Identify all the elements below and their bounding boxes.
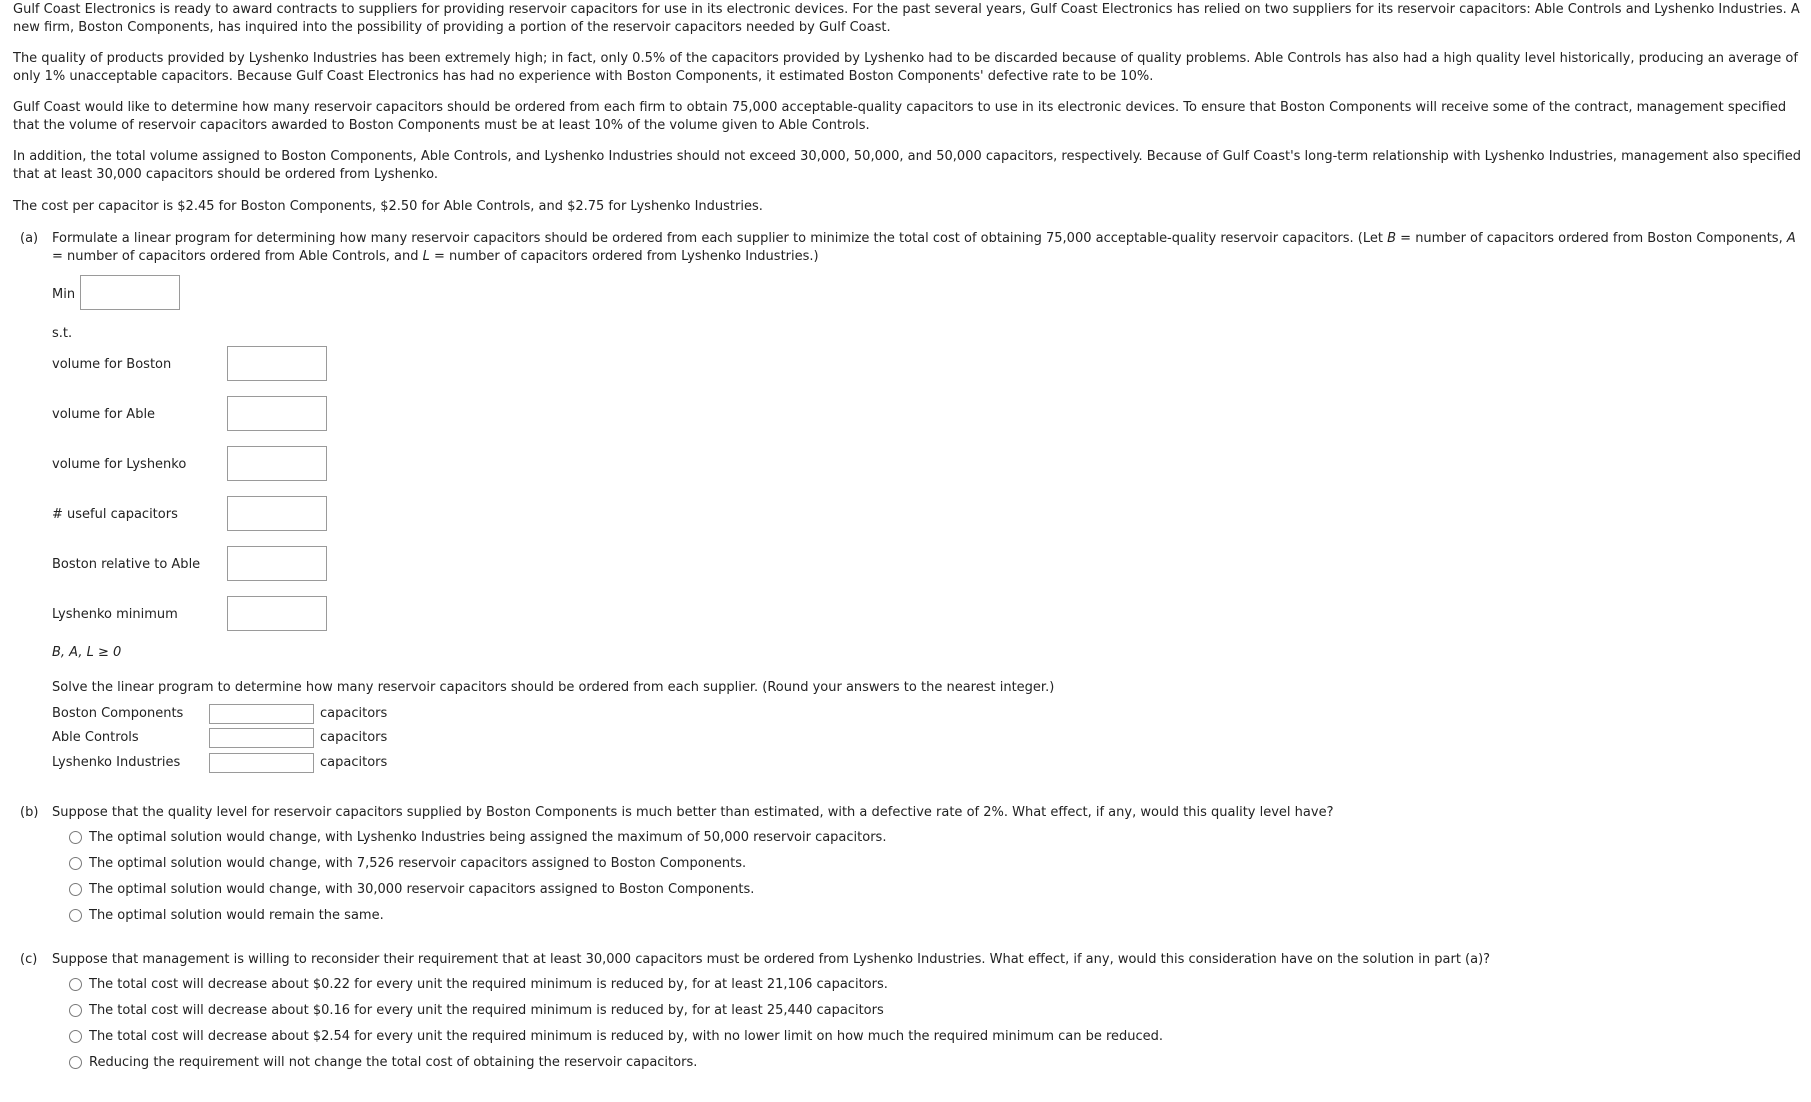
part-a-text-1: Formulate a linear program for determining how many reservoir capacitors should be ordered from each supplier to minimize the total cost of obtaining 75,000 acceptable-quality reservoir capacitors. (Let: [52, 231, 1388, 246]
part-c-label: (c): [20, 952, 38, 967]
constraint-input-able-volume[interactable]: [227, 396, 327, 431]
part-b-option-4-radio[interactable]: [69, 909, 82, 922]
solve-instruction: Solve the linear program to determine how many reservoir capacitors should be ordered from each supplier. (Round your answers to the nearest integer.): [52, 680, 1055, 695]
problem-paragraph-2: The quality of products provided by Lyshenko Industries has been extremely high; in fact, only 0.5% of the capacitors provided by Lyshenko had to be discarded because of quality problems. Able Controls has also had a high quality level historically, producing an average of only 1% unacceptable capacitors. Because Gulf Coast Electronics has had no experience with Boston Components, it estimated Boston Components' defective rate to be 10%.: [13, 51, 1798, 84]
constraint-label-useful-capacitors: # useful capacitors: [52, 507, 178, 522]
constraint-input-useful-capacitors[interactable]: [227, 496, 327, 531]
nonnegativity-constraint: B, A, L ≥ 0: [52, 645, 122, 660]
min-label: Min: [52, 287, 76, 302]
solution-input-boston[interactable]: [209, 704, 314, 724]
solution-input-lyshenko[interactable]: [209, 753, 314, 773]
constraint-label-lyshenko-volume: volume for Lyshenko: [52, 457, 187, 472]
part-c-option-2-label[interactable]: The total cost will decrease about $0.16 for every unit the required minimum is reduced by, for at least 25,440 capacitors: [89, 1003, 884, 1018]
st-label: s.t.: [52, 326, 73, 341]
part-c-option-3-label[interactable]: The total cost will decrease about $2.54 for every unit the required minimum is reduced by, with no lower limit on how much the required minimum can be reduced.: [89, 1029, 1164, 1044]
part-b-option-4-label[interactable]: The optimal solution would remain the same.: [89, 908, 384, 923]
solution-unit-able: capacitors: [320, 730, 388, 745]
solution-unit-boston: capacitors: [320, 706, 388, 721]
solution-input-able[interactable]: [209, 728, 314, 748]
part-c-option-3-radio[interactable]: [69, 1030, 82, 1043]
var-l: L: [422, 249, 430, 264]
part-a-question: [52, 230, 1802, 266]
constraint-label-lyshenko-minimum: Lyshenko minimum: [52, 607, 178, 622]
problem-paragraph-5: The cost per capacitor is $2.45 for Boston Components, $2.50 for Able Controls, and $2.75 for Lyshenko Industries.: [13, 199, 763, 214]
constraint-input-lyshenko-minimum[interactable]: [227, 596, 327, 631]
constraint-input-boston-volume[interactable]: [227, 346, 327, 381]
part-b-option-2-radio[interactable]: [69, 857, 82, 870]
part-c-option-4-radio[interactable]: [69, 1056, 82, 1069]
problem-paragraph-1: Gulf Coast Electronics is ready to award contracts to suppliers for providing reservoir capacitors for use in its electronic devices. For the past several years, Gulf Coast Electronics has relied on two suppliers for its reservoir capacitors: Able Controls and Lyshenko Industries. A new firm, Boston Components, has inquired into the possibility of providing a portion of the reservoir capacitors needed by Gulf Coast.: [13, 2, 1800, 35]
part-c-option-4-label[interactable]: Reducing the requirement will not change the total cost of obtaining the reservoir capacitors.: [89, 1055, 698, 1070]
part-a-text-3: = number of capacitors ordered from Able Controls, and: [52, 249, 423, 264]
solution-label-lyshenko: Lyshenko Industries: [52, 755, 181, 770]
part-c-option-2-radio[interactable]: [69, 1004, 82, 1017]
part-b-option-3-radio[interactable]: [69, 883, 82, 896]
solution-label-boston: Boston Components: [52, 706, 184, 721]
part-b-option-2-label[interactable]: The optimal solution would change, with 7,526 reservoir capacitors assigned to Boston Components.: [89, 856, 747, 871]
objective-input[interactable]: [80, 275, 180, 310]
part-a-text-2: = number of capacitors ordered from Boston Components,: [1396, 231, 1787, 246]
var-b: B: [1387, 231, 1397, 246]
problem-paragraph-4: In addition, the total volume assigned to Boston Components, Able Controls, and Lyshenko Industries should not exceed 30,000, 50,000, and 50,000 capacitors, respectively. Because of Gulf Coast's long-term relationship with Lyshenko Industries, management also specified that at least 30,000 capacitors should be ordered from Lyshenko.: [13, 149, 1802, 182]
part-a-text-4: = number of capacitors ordered from Lyshenko Industries.): [429, 249, 819, 264]
constraint-input-lyshenko-volume[interactable]: [227, 446, 327, 481]
var-a: A: [1786, 231, 1796, 246]
part-b-option-1-label[interactable]: The optimal solution would change, with Lyshenko Industries being assigned the maximum of 50,000 reservoir capacitors.: [89, 830, 887, 845]
problem-paragraph-3: Gulf Coast would like to determine how many reservoir capacitors should be ordered from each firm to obtain 75,000 acceptable-quality capacitors to use in its electronic devices. To ensure that Boston Components will receive some of the contract, management specified that the volume of reservoir capacitors awarded to Boston Components must be at least 10% of the volume given to Able Controls.: [13, 100, 1787, 133]
part-b-question: Suppose that the quality level for reservoir capacitors supplied by Boston Components is much better than estimated, with a defective rate of 2%. What effect, if any, would this quality level have?: [52, 805, 1334, 820]
solution-label-able: Able Controls: [52, 730, 139, 745]
constraint-label-boston-relative-able: Boston relative to Able: [52, 557, 201, 572]
part-b-label: (b): [20, 805, 39, 820]
part-a-label: (a): [20, 231, 39, 246]
part-b-option-1-radio[interactable]: [69, 831, 82, 844]
constraint-label-boston-volume: volume for Boston: [52, 357, 172, 372]
part-b-option-3-label[interactable]: The optimal solution would change, with 30,000 reservoir capacitors assigned to Boston Components.: [89, 882, 755, 897]
solution-unit-lyshenko: capacitors: [320, 755, 388, 770]
constraint-label-able-volume: volume for Able: [52, 407, 156, 422]
part-c-question: Suppose that management is willing to reconsider their requirement that at least 30,000 capacitors must be ordered from Lyshenko Industries. What effect, if any, would this consideration have on the solution in part (a)?: [52, 952, 1491, 967]
part-c-option-1-label[interactable]: The total cost will decrease about $0.22 for every unit the required minimum is reduced by, for at least 21,106 capacitors.: [89, 977, 888, 992]
constraint-input-boston-relative-able[interactable]: [227, 546, 327, 581]
part-c-option-1-radio[interactable]: [69, 978, 82, 991]
